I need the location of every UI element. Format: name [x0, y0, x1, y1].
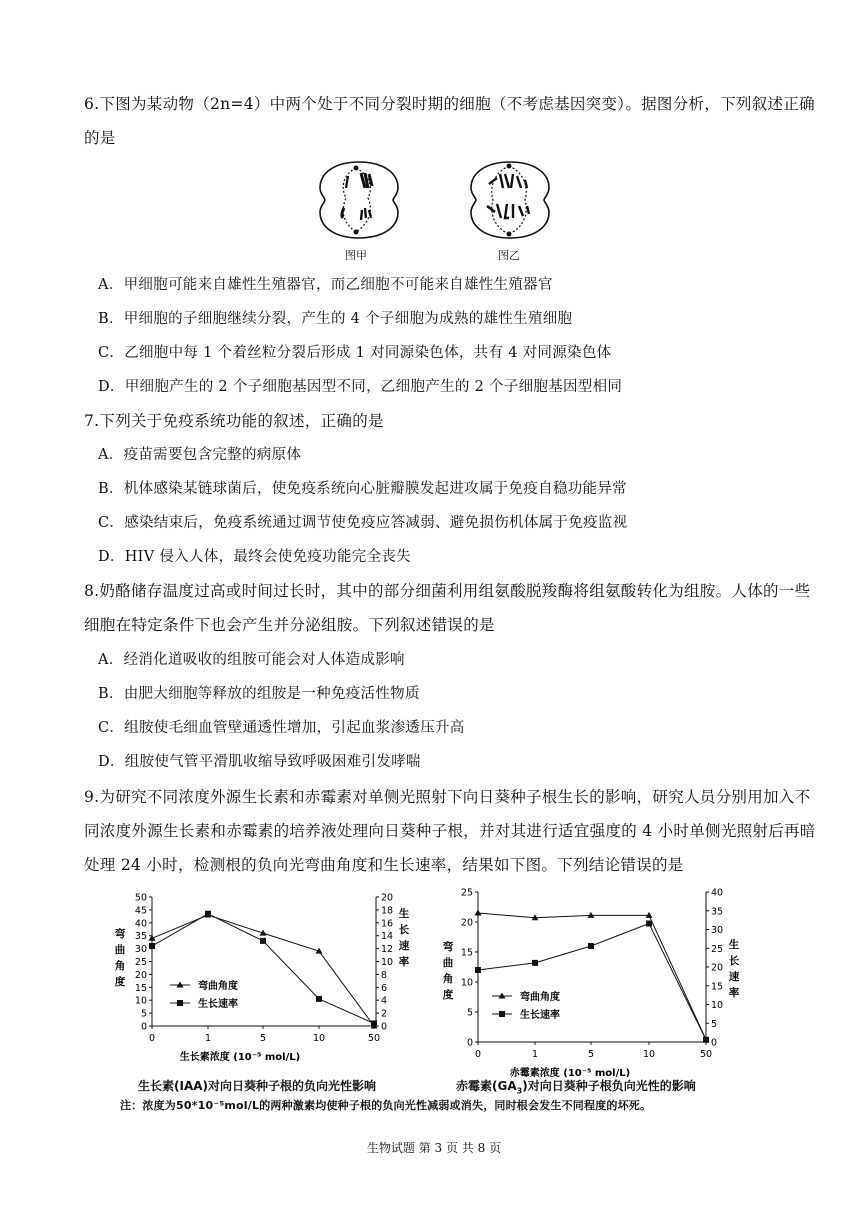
- y-axis-label-right: 率: [728, 987, 740, 999]
- right-tick-label: 10: [381, 957, 394, 968]
- x-tick-label: 1: [531, 1049, 539, 1060]
- y-axis-label-right: 速: [398, 940, 410, 952]
- left-tick-label: 25: [134, 957, 147, 968]
- y-axis-label-right: 长: [728, 955, 740, 967]
- q9-note: 注：浓度为50*10⁻⁵mol/L的两种激素均使种子根的负向光性减弱或消失，同时根会发生不同程度的坏死。: [120, 1099, 652, 1112]
- left-tick-label: 10: [460, 977, 473, 989]
- q6-stem-line2: 的是: [84, 129, 116, 147]
- right-tick-label: 20: [711, 962, 724, 974]
- caption-right-pre: 赤霉素(GA: [456, 1079, 517, 1093]
- iaa-chart: [100, 885, 430, 1070]
- y-axis-label-left: 度: [442, 989, 454, 1001]
- right-tick-label: 8: [381, 969, 388, 981]
- y-axis-label-right: 速: [728, 971, 740, 983]
- series-line-square: [478, 924, 706, 1040]
- left-tick-label: 0: [466, 1037, 473, 1049]
- left-tick-label: 10: [134, 995, 147, 1007]
- q6-option-c: C．乙细胞中每 1 个着丝粒分裂后形成 1 对同源染色体，共有 4 对同源染色体: [98, 345, 612, 361]
- square-point: [703, 1037, 709, 1043]
- q8-option-d: D．组胺使气管平滑肌收缩导致呼吸困难引发哮喘: [98, 754, 421, 770]
- q6-stem-line1: 6.下图为某动物（2n=4）中两个处于不同分裂时期的细胞（不考虑基因突变）。据图分析，下列叙述正确: [84, 95, 815, 113]
- y-axis-label-left: 曲: [442, 957, 454, 969]
- x-tick-label: 1: [204, 1033, 212, 1044]
- q7-option-b: B．机体感染某链球菌后，使免疫系统向心脏瓣膜发起进攻属于免疫自稳功能异常: [98, 481, 627, 497]
- square-point: [475, 967, 481, 973]
- left-tick-label: 15: [460, 947, 473, 959]
- right-tick-label: 2: [381, 1008, 388, 1020]
- x-axis-label: 赤霉素浓度 (10⁻⁵ mol/L): [509, 1068, 631, 1079]
- square-point: [316, 996, 322, 1002]
- left-tick-label: 15: [134, 982, 147, 994]
- right-tick-label: 12: [381, 944, 394, 956]
- q6-option-a: A．甲细胞可能来自雄性生殖器官，而乙细胞不可能来自雄性生殖器官: [98, 277, 553, 293]
- right-tick-label: 40: [711, 887, 724, 899]
- left-tick-label: 50: [134, 892, 147, 904]
- fig-label-a: 图甲: [345, 249, 367, 262]
- right-tick-label: 0: [381, 1021, 388, 1033]
- left-tick-label: 30: [134, 944, 147, 956]
- fig-label-b: 图乙: [498, 249, 520, 262]
- right-tick-label: 30: [711, 925, 724, 936]
- q8-option-b: B．由肥大细胞等释放的组胺是一种免疫活性物质: [98, 686, 420, 702]
- q7-stem: 7.下列关于免疫系统功能的叙述，正确的是: [84, 412, 384, 430]
- legend-marker-square: [499, 1011, 505, 1017]
- caption-left: 生长素(IAA)对向日葵种子根的负向光性影响: [138, 1079, 377, 1093]
- left-tick-label: 45: [134, 905, 147, 917]
- left-tick-label: 20: [134, 969, 147, 981]
- x-tick-label: 50: [367, 1033, 381, 1044]
- y-axis-label-left: 曲: [114, 944, 126, 956]
- q9-stem-line1: 9.为研究不同浓度外源生长素和赤霉素对单侧光照射下向日葵种子根生长的影响，研究人员分别用加入不: [84, 788, 811, 806]
- caption-right-sub: 3: [516, 1086, 523, 1096]
- square-point: [371, 1020, 377, 1026]
- left-tick-label: 20: [460, 917, 473, 929]
- cell-diagram-a: [316, 158, 402, 242]
- q8-stem-line2: 细胞在特定条件下也会产生并分泌组胺。下列叙述错误的是: [84, 616, 495, 634]
- left-tick-label: 35: [134, 931, 147, 943]
- left-tick-label: 40: [134, 918, 147, 930]
- square-point: [532, 960, 538, 966]
- right-tick-label: 5: [711, 1018, 718, 1030]
- y-axis-label-left: 角: [114, 960, 126, 972]
- right-tick-label: 4: [381, 995, 388, 1007]
- x-tick-label: 10: [642, 1049, 656, 1060]
- square-point: [588, 943, 594, 949]
- caption-right: [456, 1077, 696, 1095]
- q7-option-a: A．疫苗需要包含完整的病原体: [98, 447, 302, 463]
- legend-label: 生长速率: [198, 999, 238, 1010]
- x-tick-label: 50: [699, 1049, 713, 1060]
- legend-label: 生长速率: [520, 1010, 560, 1021]
- left-tick-label: 5: [140, 1008, 147, 1020]
- y-axis-label-right: 生: [398, 908, 410, 920]
- x-tick-label: 0: [474, 1049, 482, 1060]
- q8-stem-line1: 8.奶酪储存温度过高或时间过长时，其中的部分细菌利用组氨酸脱羧酶将组氨酸转化为组胺。人体的一些: [84, 582, 811, 600]
- right-tick-label: 18: [381, 905, 394, 917]
- q9-stem-line2: 同浓度外源生长素和赤霉素的培养液处理向日葵种子根，并对其进行适宜强度的 4 小时单侧光照射后再暗: [84, 822, 816, 840]
- q6-option-d: D．甲细胞产生的 2 个子细胞基因型不同，乙细胞产生的 2 个子细胞基因型相同: [98, 379, 623, 395]
- square-point: [149, 943, 155, 949]
- y-axis-label-left: 弯: [114, 928, 126, 940]
- cell-diagram-b: [467, 158, 553, 242]
- caption-right-post: )对向日葵种子根负向光性的影响: [522, 1079, 696, 1093]
- right-tick-label: 35: [711, 906, 724, 918]
- y-axis-label-right: 生: [728, 939, 740, 951]
- right-tick-label: 16: [381, 918, 394, 930]
- triangle-point: [475, 910, 482, 916]
- right-tick-label: 14: [381, 931, 394, 943]
- right-tick-label: 0: [711, 1037, 718, 1049]
- x-tick-label: 10: [312, 1033, 326, 1044]
- page-footer: 生物试题 第 3 页 共 8 页: [366, 1141, 502, 1155]
- legend-label: 弯曲角度: [198, 981, 238, 992]
- left-tick-label: 25: [460, 887, 473, 899]
- x-tick-label: 5: [259, 1033, 267, 1044]
- q8-option-a: A．经消化道吸收的组胺可能会对人体造成影响: [98, 652, 405, 668]
- square-point: [260, 938, 266, 944]
- x-tick-label: 5: [587, 1049, 595, 1060]
- legend-label: 弯曲角度: [520, 992, 560, 1003]
- y-axis-label-left: 角: [442, 973, 454, 985]
- ga3-chart: [430, 880, 750, 1079]
- legend-marker-square: [177, 1000, 183, 1006]
- left-tick-label: 0: [140, 1021, 147, 1033]
- q6-option-b: B．甲细胞的子细胞继续分裂，产生的 4 个子细胞为成熟的雄性生殖细胞: [98, 311, 573, 327]
- q9-stem-line3: 处理 24 小时，检测根的负向光弯曲角度和生长速率，结果如下图。下列结论错误的是: [84, 856, 684, 874]
- q8-option-c: C．组胺使毛细血管壁通透性增加，引起血浆渗透压升高: [98, 720, 465, 736]
- left-tick-label: 5: [466, 1007, 473, 1019]
- series-line-triangle: [478, 913, 706, 1040]
- right-tick-label: 10: [711, 1000, 724, 1011]
- y-axis-label-right: 长: [398, 924, 410, 936]
- x-axis-label: 生长素浓度 (10⁻⁵ mol/L): [179, 1052, 301, 1063]
- right-tick-label: 6: [381, 982, 388, 994]
- q7-option-d: D．HIV 侵入人体，最终会使免疫功能完全丧失: [98, 549, 411, 565]
- y-axis-label-left: 弯: [442, 941, 454, 953]
- x-tick-label: 0: [148, 1033, 156, 1044]
- q7-option-c: C．感染结束后，免疫系统通过调节使免疫应答减弱、避免损伤机体属于免疫监视: [98, 515, 628, 531]
- right-tick-label: 25: [711, 943, 724, 955]
- right-tick-label: 20: [381, 892, 394, 904]
- square-point: [205, 911, 211, 917]
- square-point: [646, 921, 652, 927]
- right-tick-label: 15: [711, 981, 724, 993]
- y-axis-label-left: 度: [114, 976, 126, 988]
- y-axis-label-right: 率: [398, 956, 410, 968]
